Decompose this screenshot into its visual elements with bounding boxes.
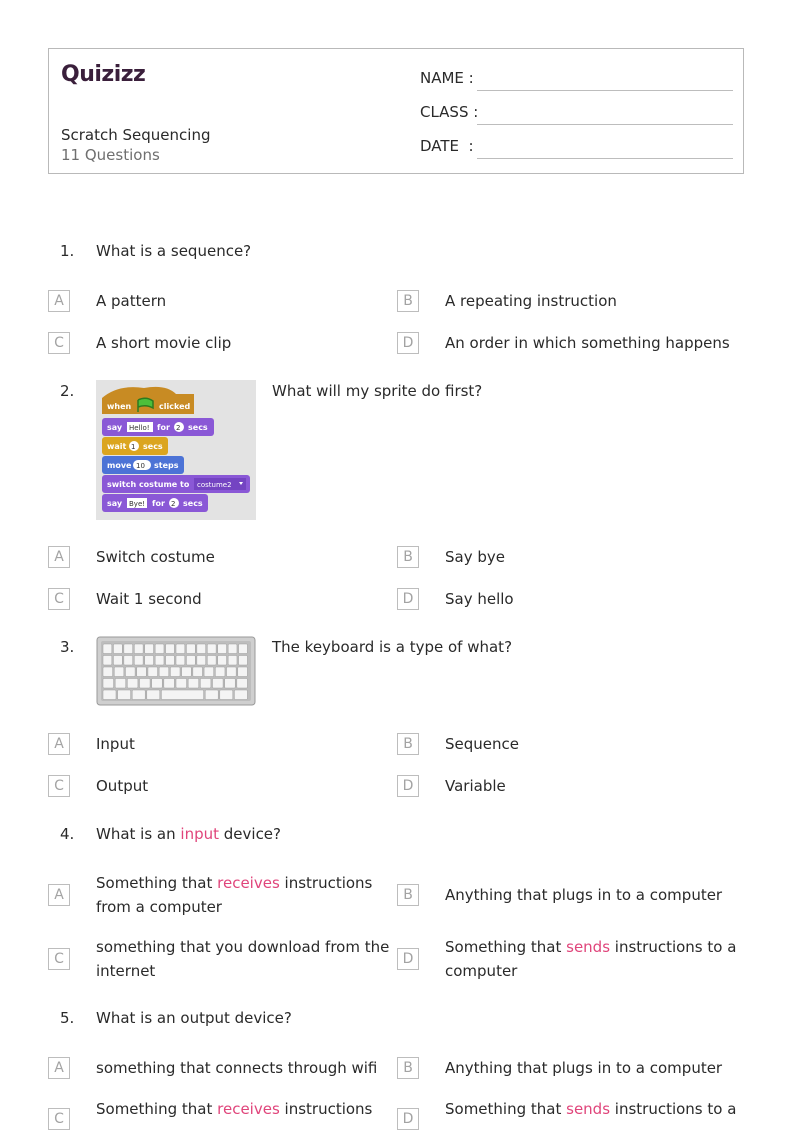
keyboard-key xyxy=(237,679,248,689)
option-d-box[interactable]: D xyxy=(397,775,419,797)
keyboard-key xyxy=(193,667,203,677)
keyboard-key xyxy=(239,656,248,666)
keyboard-key xyxy=(103,644,112,654)
keyboard-key xyxy=(234,690,247,700)
option-a-text: Switch costume xyxy=(96,548,215,566)
question-text: The keyboard is a type of what? xyxy=(272,638,513,656)
question-text-before: What is an xyxy=(96,825,181,843)
quizizz-logo xyxy=(61,59,153,87)
keyboard-key xyxy=(239,644,248,654)
keyboard-key xyxy=(213,679,224,689)
option-c-box[interactable]: C xyxy=(48,948,70,970)
block-0-label: when xyxy=(107,402,132,411)
block-5-value2: 2 xyxy=(171,500,176,508)
worksheet-header xyxy=(48,48,744,174)
keyboard-key xyxy=(197,656,206,666)
keyboard-key xyxy=(170,667,180,677)
block-1-value2: 2 xyxy=(176,424,181,432)
option-c-text: Wait 1 second xyxy=(96,590,202,608)
keyboard-key xyxy=(113,644,122,654)
option-a-text: A pattern xyxy=(96,292,167,310)
keyboard-key xyxy=(148,667,158,677)
option-d-highlight: sends xyxy=(566,1100,611,1118)
keyboard-key xyxy=(127,679,138,689)
option-d-text: Say hello xyxy=(445,590,514,608)
keyboard-key xyxy=(145,644,154,654)
option-b-text: Say bye xyxy=(445,548,505,566)
block-5-label: say xyxy=(107,499,123,508)
keyboard-key xyxy=(152,679,163,689)
keyboard-key xyxy=(207,644,216,654)
block-1-value: Hello! xyxy=(129,424,150,432)
option-d-text xyxy=(445,935,741,983)
option-a-box[interactable]: A xyxy=(48,733,70,755)
question-text: What will my sprite do first? xyxy=(272,382,483,400)
keyboard-key xyxy=(145,656,154,666)
question-number: 5. xyxy=(60,1009,75,1027)
option-c-text: Output xyxy=(96,777,149,795)
keyboard-key xyxy=(204,667,214,677)
keyboard-key xyxy=(113,656,122,666)
keyboard-key xyxy=(176,644,185,654)
keyboard-key xyxy=(161,690,203,700)
keyboard-key xyxy=(103,656,112,666)
date-field[interactable] xyxy=(420,135,733,159)
keyboard-key xyxy=(125,667,135,677)
keyboard-key xyxy=(205,690,218,700)
option-d-box[interactable]: D xyxy=(397,948,419,970)
block-2-trail: secs xyxy=(143,442,163,451)
option-d-after: instructions to a computer xyxy=(445,938,737,980)
option-c-box[interactable]: C xyxy=(48,1108,70,1130)
question-text: What is a sequence? xyxy=(96,242,252,260)
keyboard-key xyxy=(197,644,206,654)
keyboard-key xyxy=(166,644,175,654)
keyboard-key xyxy=(155,644,164,654)
keyboard-key xyxy=(134,644,143,654)
option-c-box[interactable]: C xyxy=(48,332,70,354)
keyboard-key xyxy=(218,644,227,654)
option-c-before: Something that xyxy=(96,1100,218,1118)
question-text: What is an output device? xyxy=(96,1009,292,1027)
option-d-before: Something that xyxy=(445,938,567,956)
option-b-text: Anything that plugs in to a computer xyxy=(445,886,723,904)
question-number: 4. xyxy=(60,825,75,843)
keyboard-key xyxy=(103,690,116,700)
block-1-trail: secs xyxy=(188,423,208,432)
block-5-trail: secs xyxy=(183,499,203,508)
class-line xyxy=(477,124,733,125)
option-d-text xyxy=(445,1097,745,1121)
option-a-text: Input xyxy=(96,735,135,753)
keyboard-key xyxy=(147,690,160,700)
name-field[interactable] xyxy=(420,67,733,91)
option-b-text: A repeating instruction xyxy=(445,292,617,310)
option-d-box[interactable]: D xyxy=(397,588,419,610)
keyboard-key xyxy=(228,656,237,666)
option-a-box[interactable]: A xyxy=(48,884,70,906)
block-5-value: Bye! xyxy=(129,500,146,508)
keyboard-key xyxy=(176,679,187,689)
block-3-label: move xyxy=(107,461,132,470)
option-b-box[interactable]: B xyxy=(397,733,419,755)
option-d-text: Variable xyxy=(445,777,506,795)
date-label: DATE : xyxy=(420,137,474,155)
keyboard-key xyxy=(132,690,145,700)
keyboard-key xyxy=(200,679,211,689)
option-d-text: An order in which something happens xyxy=(445,334,730,352)
keyboard-key xyxy=(103,679,114,689)
keyboard-key xyxy=(227,667,237,677)
keyboard-key xyxy=(114,667,124,677)
question-number: 1. xyxy=(60,242,75,260)
option-a-box[interactable]: A xyxy=(48,290,70,312)
block-1-mid: for xyxy=(157,423,170,432)
option-c-box[interactable]: C xyxy=(48,588,70,610)
keyboard-key xyxy=(186,644,195,654)
keyboard-key xyxy=(225,679,236,689)
worksheet-title: Scratch Sequencing xyxy=(61,126,211,144)
keyboard-key xyxy=(118,690,131,700)
option-c-text: something that you download from the internet xyxy=(96,938,390,980)
keyboard-key xyxy=(228,644,237,654)
keyboard-key xyxy=(166,656,175,666)
keyboard-key xyxy=(124,644,133,654)
keyboard-key xyxy=(124,656,133,666)
block-2-label: wait xyxy=(107,442,127,451)
option-b-box[interactable]: B xyxy=(397,290,419,312)
keyboard-key xyxy=(164,679,175,689)
keyboard-key xyxy=(140,679,151,689)
option-d-after: instructions to a xyxy=(610,1100,737,1118)
keyboard-image xyxy=(96,636,256,706)
name-line xyxy=(477,90,733,91)
option-b-text: Sequence xyxy=(445,735,519,753)
keyboard-key xyxy=(238,667,248,677)
keyboard-key xyxy=(207,656,216,666)
keyboard-key xyxy=(188,679,199,689)
block-3-value2: 10 xyxy=(136,462,145,470)
keyboard-key xyxy=(134,656,143,666)
option-d-box[interactable]: D xyxy=(397,1108,419,1130)
class-label: CLASS : xyxy=(420,103,479,121)
option-a-after: instructions from a computer xyxy=(96,874,373,916)
block-5-mid: for xyxy=(152,499,165,508)
question-text-after: device? xyxy=(219,825,281,843)
option-a-box[interactable]: A xyxy=(48,546,70,568)
keyboard-key xyxy=(103,667,113,677)
option-c-after: instructions xyxy=(279,1100,373,1118)
keyboard-key xyxy=(159,667,169,677)
keyboard-key xyxy=(218,656,227,666)
option-a-highlight: receives xyxy=(217,874,280,892)
option-a-text xyxy=(96,871,386,919)
keyboard-key xyxy=(220,690,233,700)
option-d-highlight: sends xyxy=(566,938,611,956)
option-a-before: Something that xyxy=(96,874,218,892)
keyboard-key xyxy=(155,656,164,666)
option-b-box[interactable]: B xyxy=(397,546,419,568)
option-a-box[interactable]: A xyxy=(48,1057,70,1079)
option-d-box[interactable]: D xyxy=(397,332,419,354)
block-1-label: say xyxy=(107,423,123,432)
keyboard-key xyxy=(176,656,185,666)
block-2-value2: 1 xyxy=(131,443,136,451)
question-highlight: input xyxy=(180,825,219,843)
option-c-highlight: receives xyxy=(217,1100,280,1118)
option-c-text xyxy=(96,1097,392,1121)
keyboard-key xyxy=(186,656,195,666)
option-b-text: Anything that plugs in to a computer xyxy=(445,1059,723,1077)
keyboard-key xyxy=(215,667,225,677)
option-d-before: Something that xyxy=(445,1100,567,1118)
scratch-blocks-image xyxy=(96,380,256,520)
block-3-trail: steps xyxy=(154,461,179,470)
option-b-box[interactable]: B xyxy=(397,1057,419,1079)
block-4-label: switch costume to xyxy=(107,480,190,489)
question-text xyxy=(96,825,281,843)
keyboard-key xyxy=(182,667,192,677)
block-4-value: costume2 xyxy=(197,481,232,489)
class-field[interactable] xyxy=(420,101,733,125)
date-line xyxy=(477,158,733,159)
option-c-text: A short movie clip xyxy=(96,334,232,352)
block-0-trail: clicked xyxy=(159,402,191,411)
option-a-text: something that connects through wifi xyxy=(96,1059,378,1077)
keyboard-key xyxy=(115,679,126,689)
name-label: NAME : xyxy=(420,69,474,87)
keyboard-key xyxy=(137,667,147,677)
option-b-box[interactable]: B xyxy=(397,884,419,906)
svg-text:Quizizz: Quizizz xyxy=(61,62,146,87)
option-c-box[interactable]: C xyxy=(48,775,70,797)
question-number: 2. xyxy=(60,382,75,400)
question-count: 11 Questions xyxy=(61,146,160,164)
question-number: 3. xyxy=(60,638,75,656)
